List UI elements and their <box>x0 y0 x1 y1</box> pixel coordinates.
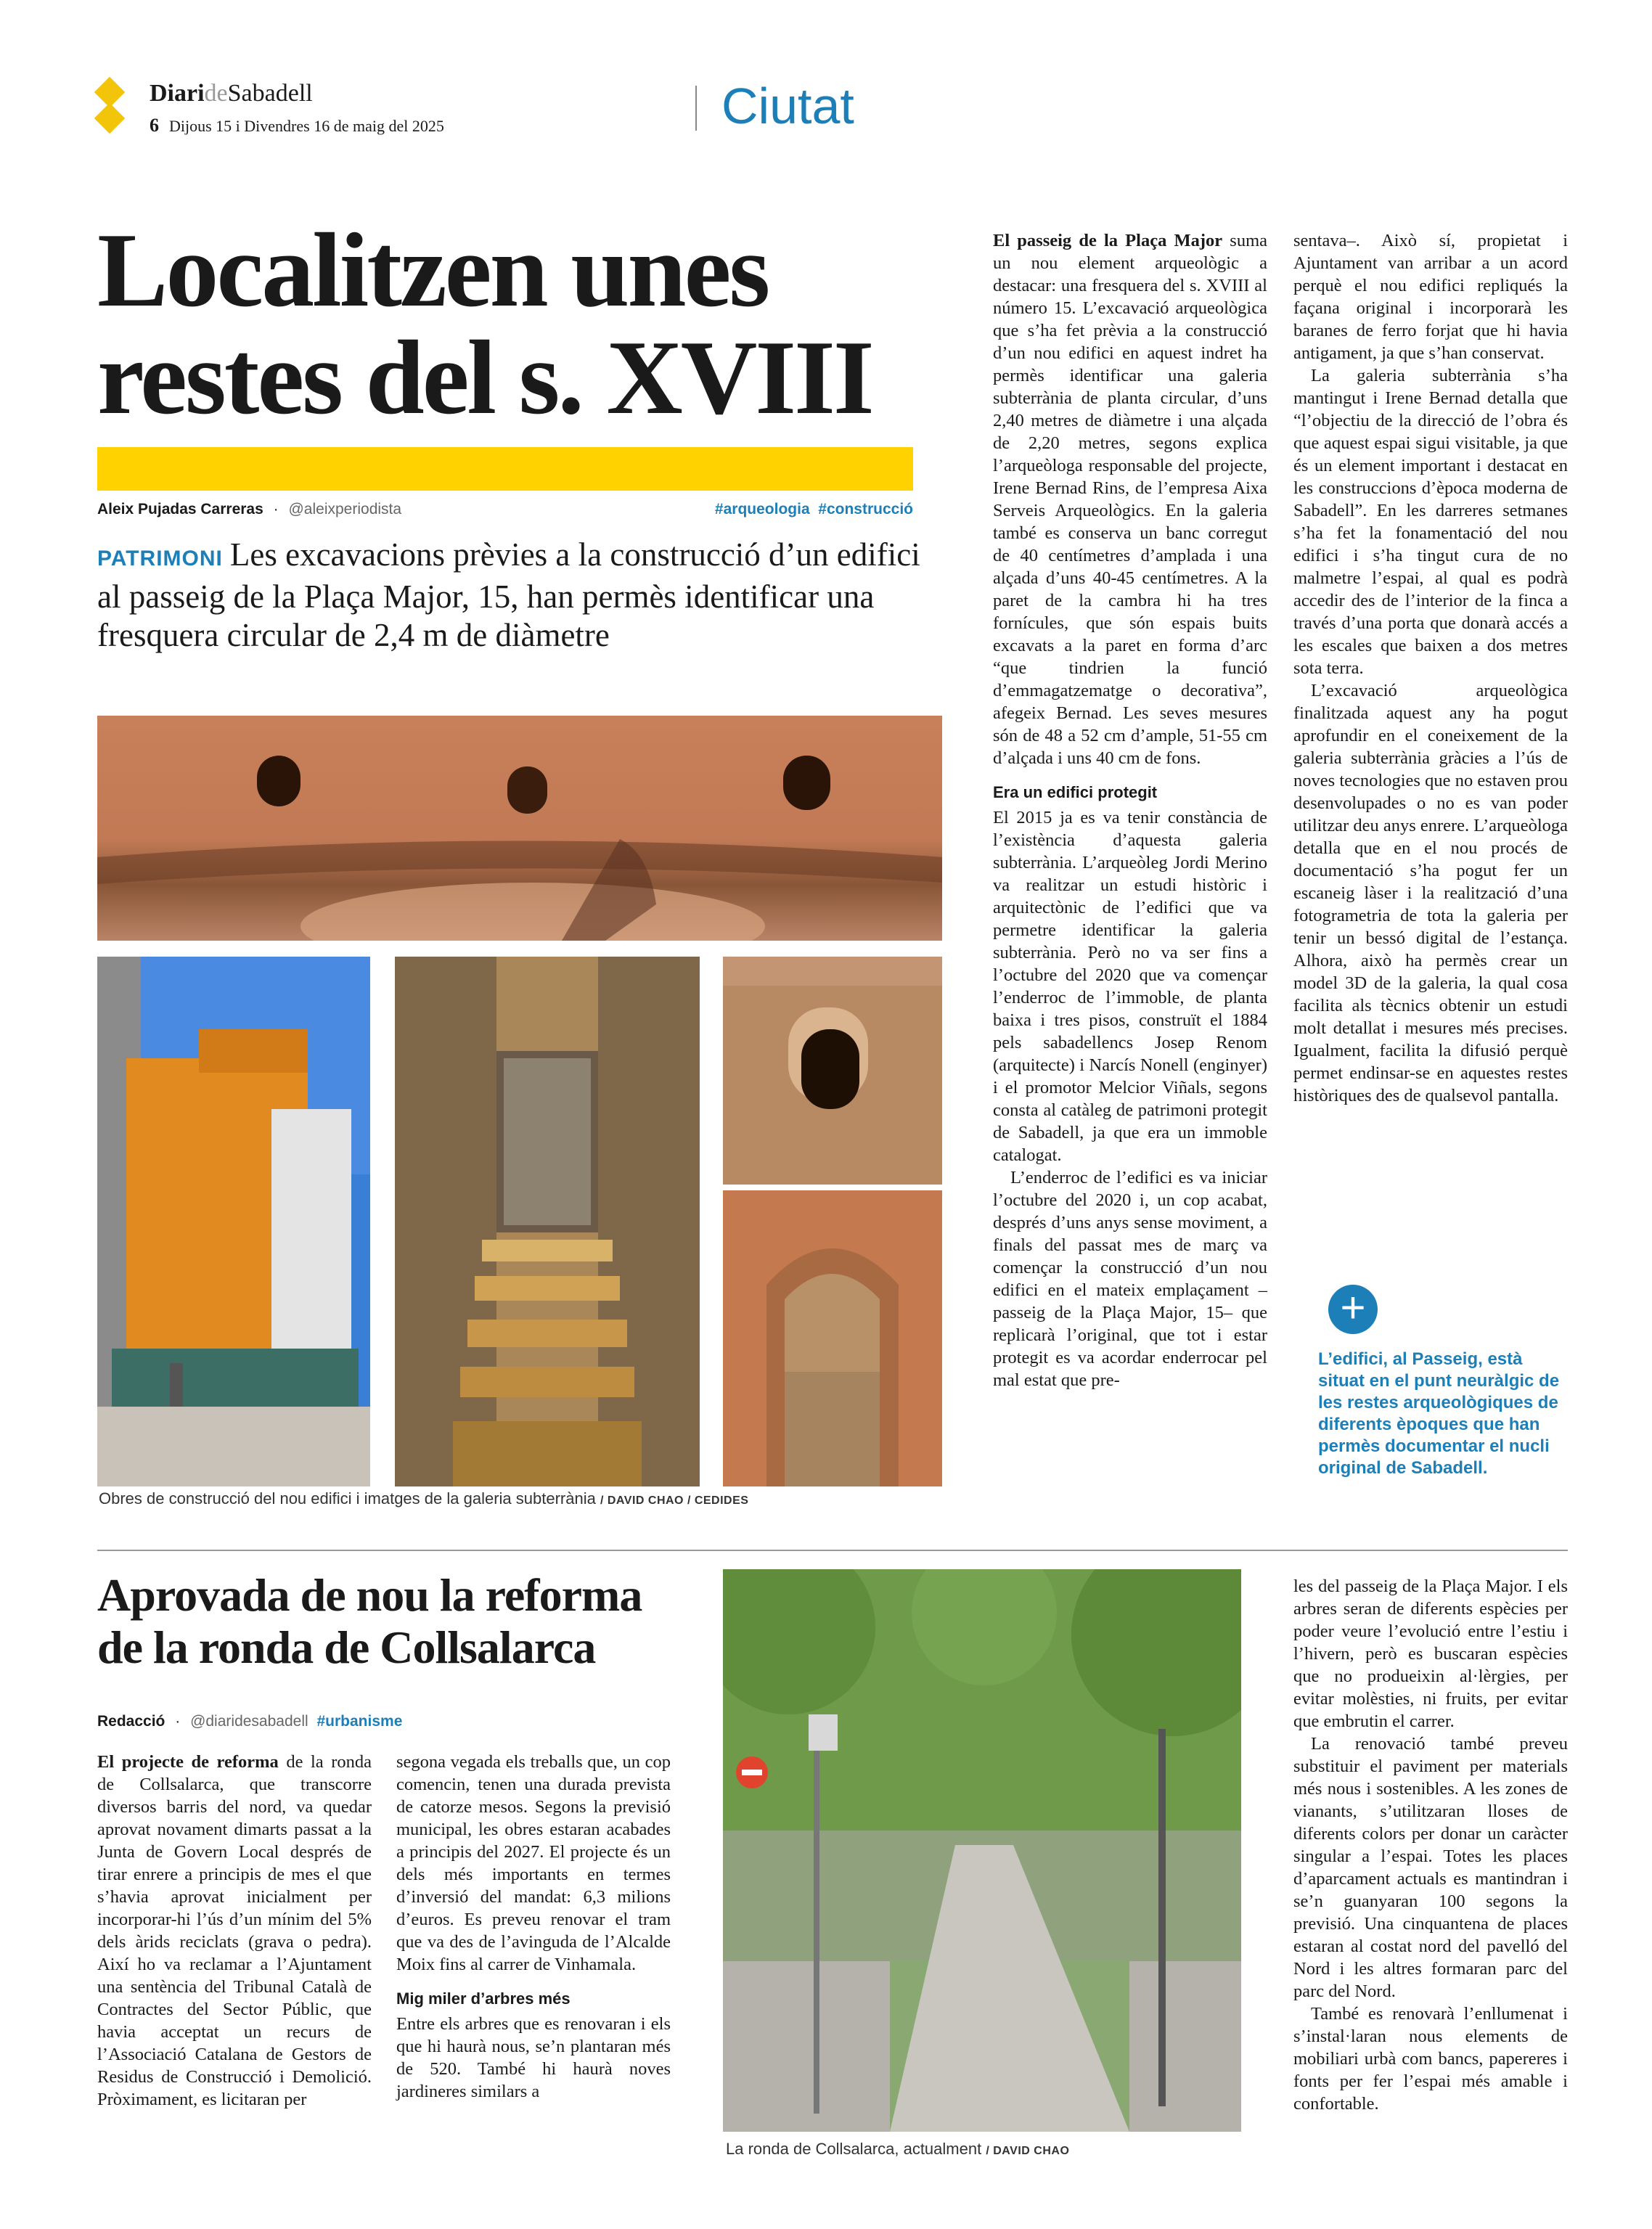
photo-2-caption <box>726 2140 1234 2159</box>
body-paragraph: L’excavació arqueològica finalitzada aquest any ha pogut aprofundir en el coneixement de la galeria subterrània gràcies a l’ús de noves tecnologies que no estaven prou desenvolupades o no es van poder utilitzar deu anys enrere. L’arqueòloga detalla que en el nou procés de documentació s’ha pogut fer un escaneig làser i la realització d’una fotogrametria de tota la galeria per tenir un bessó digital de l’estança. Alhora, això ha permès crear un model 3D de la galeria, la qual cosa facilita als tècnics obtenir un estudi molt detallat i mesures més precises. Igualment, facilita la difusió perquè permet endinsar-se en aquestes restes històriques des de qualsevol pantalla. <box>1293 681 1569 1105</box>
plus-icon: + <box>1328 1285 1378 1334</box>
photo-construction-site <box>97 957 370 1486</box>
article-column-1 <box>993 229 1267 1391</box>
issue-date: Dijous 15 i Divendres 16 de maig del 2025 <box>169 117 444 135</box>
byline: Aleix Pujadas Carreras · @aleixperiodista <box>97 501 402 518</box>
standfirst-text: Les excavacions prèvies a la construcció d’un edifici al passeig de la Plaça Major, 15, han permès identificar una fresquera circular de 2,4 m de diàmetre <box>97 536 920 653</box>
photo-caption <box>99 1489 948 1508</box>
body-paragraph: L’enderroc de l’edifici es va iniciar l’octubre del 2020 i, un cop acabat, després d’uns anys sense moviment, a finals del passat mes de març va començar la construcció d’un nou edifici en el mateix emplaçament –passeig de la Plaça Major, 15– que replicarà l’original, que tot i estar protegit es va acordar enderrocar pel mal estat que pre- <box>993 1168 1267 1390</box>
header-divider <box>695 86 697 131</box>
photo-gallery-panorama <box>97 716 942 941</box>
headline-2-line-2: de la ronda de Collsalarca <box>97 1621 596 1673</box>
author-name: Redacció <box>97 1713 165 1730</box>
caption-text: Obres de construcció del nou edifici i imatges de la galeria subterrània <box>99 1489 596 1508</box>
article-2-headline <box>97 1569 721 1674</box>
subheading: Era un edifici protegit <box>993 783 1158 801</box>
body-paragraph: El 2015 ja es va tenir constància de l’existència d’aquesta galeria subterrània. L’arqueòleg Jordi Merino va realitzar un estudi històric i arquitectònic de l’edifici que va permetre identificar la galeria subterrània. Però no va ser fins a l’octubre del 2020 que va començar l’enderroc de l’immoble, de planta baixa i tres pisos, construït el 1884 pels sabadellencs Josep Renom (arquitecte) i Narcís Nonell (enginyer) i el promotor Melcior Viñals, segons consta al catàleg de patrimoni protegit de Sabadell, ja que era un immoble catalogat. <box>993 808 1267 1165</box>
body-paragraph: suma un nou element arqueològic a destacar: una fresquera del s. XVIII al número 15. L’excavació arqueològica que s’ha fet prèvia a la construcció d’un nou edifici en aquest indret ha permès identificar una galeria subterrània de planta circular, d’uns 2,40 metres de diàmetre i una alçada de 2,20 metres, segons explica l’arqueòloga responsable del projecte, Irene Bernad Rins, de l’empresa Aixa Serveis Arqueològics. En la galeria també es conserva un banc corregut de 40 centímetres d’amplada i una alçada d’uns 40-45 centímetres. A la paret de la cambra hi ha tres fornícules, que són espais buits excavats a la paret en forma d’arc “que tindrien la funció d’emmagatzematge o decorativa”, afegeix Bernad. Les seves mesures són de 48 a 52 cm d’ample, 51-55 cm d’alçada i uns 40 cm de fons. <box>993 231 1268 768</box>
subheading: Mig miler d’arbres més <box>396 1989 571 2008</box>
body-paragraph: La galeria subterrània s’ha mantingut i Irene Bernad detalla que “l’objectiu de la direcció de l’obra és que aquest espai sigui visitable, ja que és un element important i destacat en les construccions d’època moderna de Sabadell”. En les darreres setmanes s’ha fet la fonamentació del nou edifici i s’ha tingut cura de no malmetre l’espai, al qual es podrà accedir des de l’interior de la finca a través d’una porta que donarà accés a les escales que baixen a dos metres sota terra. <box>1293 366 1568 678</box>
standfirst <box>97 536 932 655</box>
photo-niche <box>723 957 942 1185</box>
article-2-tags[interactable]: #urbanisme <box>316 1713 403 1730</box>
section-title: Ciutat <box>721 78 854 134</box>
article-2-byline: Redacció · @diaridesabadell #urbanisme <box>97 1713 403 1730</box>
kicker-label: PATRIMONI <box>97 547 223 570</box>
caption-text: La ronda de Collsalarca, actualment <box>726 2140 982 2158</box>
brand-de: de <box>204 80 228 107</box>
author-handle[interactable]: @aleixperiodista <box>288 501 402 518</box>
photo-brick-niche <box>723 1190 942 1486</box>
article-2-column-2 <box>396 1751 671 2103</box>
section-divider <box>97 1550 1568 1551</box>
body-paragraph: La renovació també preveu substituir el paviment per materials més nous i sostenibles. A les zones de vianants, s’utilitzaran lloses de diferents colors per donar un caràcter singular a l’espai. Totes les places d’aparcament actuals es mantindran i se’n guanyaran 100 segons la previsió. Una cinquantena de places estaran al costat nord del pavelló del Nord i les altres formaran parc del parc del Nord. <box>1293 1734 1568 2001</box>
article-column-2 <box>1293 229 1568 1107</box>
body-paragraph: de la ronda de Collsalarca, que transcorre diversos barris del nord, va quedar aprovat novament dimarts passat a la Junta de Govern Local després de tirar enrere a principis de mes el que s’havia aprovat inicialment per incorporar-hi l’ús d’un mínim del 5% dels àrids reciclats (grava o pedra). Així ho va reclamar a l’Ajuntament una sentència del Tribunal Català de Contractes del Sector Públic, que havia acceptat un recurs de l’Associació Catalana de Gestors de Residus de Construcció i Demolició. Pròximament, es licitaran per <box>97 1752 372 2109</box>
sidebar-note: L’edifici, al Passeig, està situat en el punt neuràlgic de les restes arqueològiques de diferents èpoques que han permès documentar el nucli original de Sabadell. <box>1318 1349 1560 1478</box>
headline-line-1: Localitzen unes <box>97 211 769 329</box>
photo-ronda-collsalarca <box>723 1569 1241 2132</box>
author-handle[interactable]: @diaridesabadell <box>190 1713 308 1730</box>
lead-in: El projecte de reforma <box>97 1752 279 1772</box>
author-name: Aleix Pujadas Carreras <box>97 501 263 518</box>
article-2-column-1 <box>97 1751 372 2111</box>
brand-name: Diari <box>150 80 205 107</box>
masthead <box>150 80 313 107</box>
headline-yellow-bar <box>97 447 913 491</box>
photo-gallery-stairs <box>395 957 700 1486</box>
body-paragraph: les del passeig de la Plaça Major. I els arbres seran de diferents espècies per poder veure l’evolució entre l’estiu i l’hivern, però es buscaran espècies que no produeixin al·lèrgies, per evitar molèsties, ni fruits, per evitar que embrutin el carrer. <box>1293 1576 1568 1731</box>
lead-in: El passeig de la Plaça Major <box>993 231 1223 250</box>
article-headline <box>97 211 932 436</box>
body-paragraph: Entre els arbres que es renovaran i els que hi haurà nous, se’n plantaran més de 520. També hi haurà noves jardineres similars a <box>396 2014 671 2101</box>
photo-credit: / DAVID CHAO <box>986 2145 1070 2157</box>
brand-sabadell: Sabadell <box>227 80 313 107</box>
body-paragraph: segona vegada els treballs que, un cop comencin, tenen una durada prevista de catorze mesos. Segons la previsió municipal, les obres estaran acabades a principis del 2027. El projecte és un dels més importants en termes d’inversió del mandat: 6,3 milions d’euros. Es preveu renovar el tram que va des de l’avinguda de l’Alcalde Moix fins al carrer de Vinhamala. <box>396 1752 671 1974</box>
headline-2-line-1: Aprovada de nou la reforma <box>97 1569 642 1621</box>
logo-icon <box>94 103 125 134</box>
photo-credit: / DAVID CHAO / CEDIDES <box>600 1494 749 1507</box>
article-tags[interactable]: #arqueologia #construcció <box>714 501 913 518</box>
article-2-column-3 <box>1293 1575 1568 2115</box>
body-paragraph: sentava–. Això sí, propietat i Ajuntament van arribar a un acord perquè el nou edifici repliqués la façana original i incorporarà les baranes de ferro forjat que hi havia antigament, ja que s’han conservat. <box>1293 231 1568 363</box>
headline-line-2: restes del s. XVIII <box>97 319 872 436</box>
page-number: 6 <box>150 115 159 136</box>
body-paragraph: També es renovarà l’enllumenat i s’instal·laran nous elements de mobiliari urbà com bancs, papereres i fonts per fer l’espai més amable i confortable. <box>1293 2004 1568 2114</box>
date-line <box>150 115 444 136</box>
